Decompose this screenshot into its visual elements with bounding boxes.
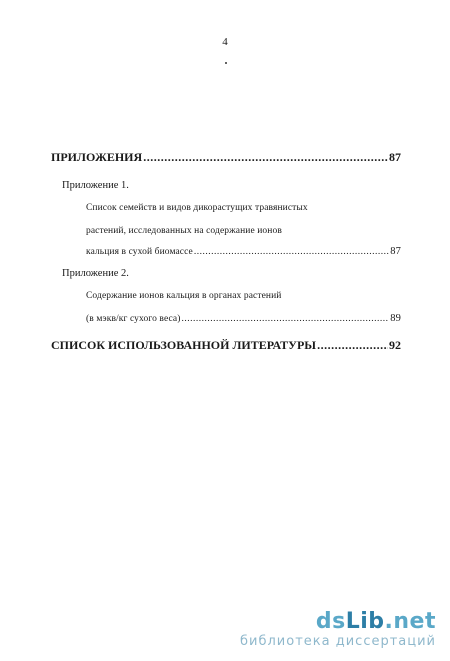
logo-text-ds: ds <box>315 609 346 634</box>
logo-text-net: .net <box>384 609 436 634</box>
dot-leader <box>317 338 388 353</box>
toc-entry-page: 87 <box>390 246 401 257</box>
dslib-watermark <box>240 609 436 649</box>
appendix1-label: Приложение 1. <box>62 180 129 191</box>
toc-entry-page: 92 <box>389 338 401 352</box>
dslib-logo <box>240 609 436 634</box>
toc-entry-label: СПИСОК ИСПОЛЬЗОВАННОЙ ЛИТЕРАТУРЫ <box>51 338 317 352</box>
toc-entry-label: ПРИЛОЖЕНИЯ <box>51 150 143 164</box>
stray-dot <box>225 62 227 64</box>
toc-entry-page: 87 <box>389 150 401 164</box>
appendix2-title-line1: Содержание ионов кальция в органах растений <box>86 291 282 301</box>
toc-entry-page: 89 <box>390 313 401 324</box>
toc-entry-appendices[interactable] <box>51 150 401 165</box>
dot-leader <box>182 314 390 324</box>
appendix2-label: Приложение 2. <box>62 268 129 279</box>
toc-entry-label: кальция в сухой биомассе <box>86 247 193 257</box>
toc-entry-appendix2[interactable] <box>86 313 401 324</box>
dot-leader <box>143 150 388 165</box>
toc-entry-appendix1[interactable] <box>86 246 401 257</box>
appendix1-title-line2: растений, исследованных на содержание ионов <box>86 226 282 236</box>
toc-entry-references[interactable] <box>51 338 401 353</box>
dslib-subtitle: библиотека диссертаций <box>240 634 436 649</box>
dot-leader <box>194 247 389 257</box>
logo-text-lib: Lib <box>345 609 385 634</box>
appendix1-title-line1: Список семейств и видов дикорастущих травянистых <box>86 203 308 213</box>
page-number: 4 <box>222 36 228 48</box>
toc-entry-label: (в мэкв/кг сухого веса) <box>86 314 181 324</box>
